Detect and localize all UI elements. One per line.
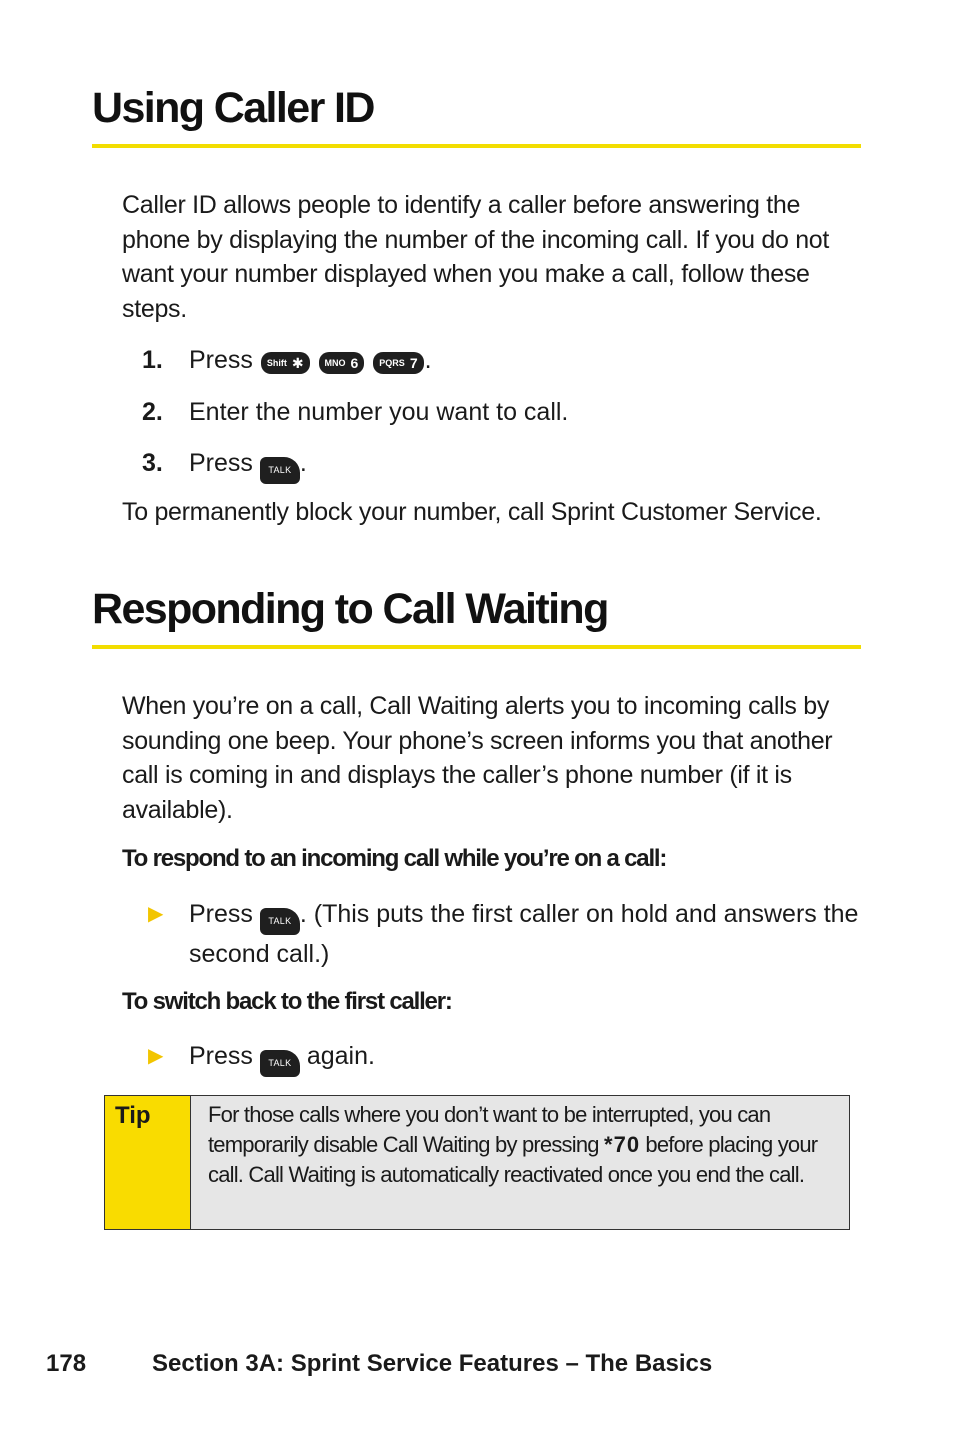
call-waiting-intro: When you’re on a call, Call Waiting alerts you to incoming calls by sounding one beep. Your phone’s screen informs you that another call is coming in and displays the caller’s phone number (if it is available). bbox=[122, 692, 833, 825]
page-number: 178 bbox=[46, 1350, 87, 1377]
step-text: Press bbox=[189, 346, 253, 374]
step-number: 3. bbox=[142, 449, 163, 477]
talk-key-icon: TALK bbox=[260, 908, 300, 935]
heading-using-caller-id: Using Caller ID bbox=[92, 84, 374, 132]
tip-text: For those calls where you don’t want to be interrupted, you can temporarily disable Call Waiting by pressing *70 before placing your call. Call Waiting is automatically reactivated once you end the call. bbox=[191, 1096, 849, 1229]
subhead-switch-back: To switch back to the first caller: bbox=[122, 988, 452, 1015]
footer-section-title: Section 3A: Sprint Service Features – The Basics bbox=[152, 1350, 713, 1377]
step-tail: . bbox=[424, 346, 432, 374]
bullet-text: . (This puts the first caller on hold and answers the second call.) bbox=[189, 900, 859, 968]
heading-rule bbox=[92, 144, 861, 148]
shift-key-icon: Shift ✱ bbox=[261, 352, 310, 374]
bullet-text: again. bbox=[306, 1042, 375, 1070]
step-text: Press bbox=[189, 449, 253, 477]
step-text: Enter the number you want to call. bbox=[189, 398, 569, 426]
step-number: 2. bbox=[142, 398, 163, 426]
talk-key-icon: TALK bbox=[260, 1050, 300, 1077]
step-tail: . bbox=[299, 449, 307, 477]
tip-code: *70 bbox=[604, 1132, 641, 1157]
talk-key-icon: TALK bbox=[260, 457, 300, 484]
heading-rule bbox=[92, 645, 861, 649]
bullet-text: Press bbox=[189, 900, 253, 928]
step-number: 1. bbox=[142, 346, 163, 374]
subhead-respond: To respond to an incoming call while you’re on a call: bbox=[122, 845, 667, 872]
pqrs-7-key-icon: PQRS 7 bbox=[373, 352, 423, 374]
triangle-bullet-icon: ▶ bbox=[148, 1045, 164, 1067]
bullet-text: Press bbox=[189, 1042, 253, 1070]
heading-responding-to-call-waiting: Responding to Call Waiting bbox=[92, 585, 608, 633]
triangle-bullet-icon: ▶ bbox=[148, 903, 164, 925]
block-number-note: To permanently block your number, call Sprint Customer Service. bbox=[122, 498, 822, 526]
mno-6-key-icon: MNO 6 bbox=[319, 352, 365, 374]
caller-id-intro: Caller ID allows people to identify a caller before answering the phone by displaying the number of the incoming call. If you do not want your number displayed when you make a call, follow these steps. bbox=[122, 191, 830, 324]
tip-label: Tip bbox=[105, 1096, 191, 1229]
tip-box bbox=[104, 1095, 850, 1230]
